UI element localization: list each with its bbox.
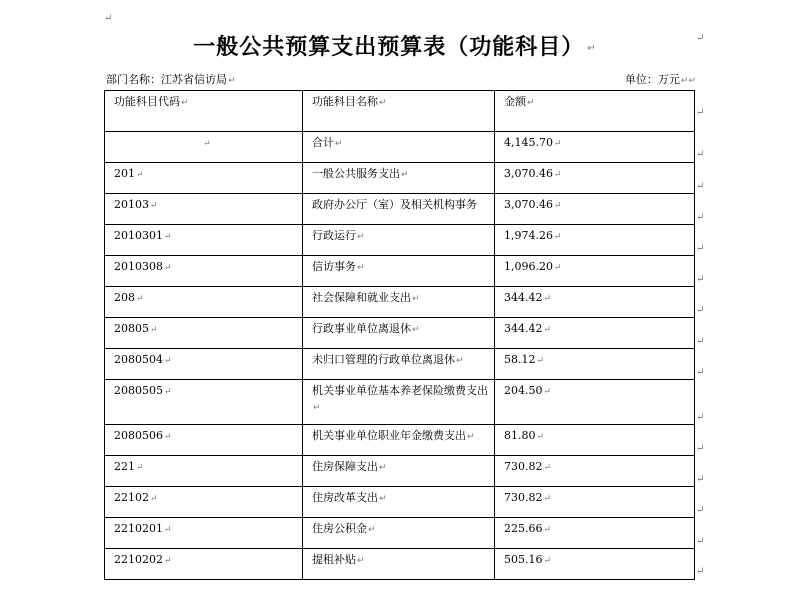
paragraph-mark-icon: ↵	[587, 42, 597, 54]
row-name: 信访事务	[312, 260, 356, 273]
table-row	[105, 225, 695, 256]
header-name: 功能科目名称	[312, 95, 378, 108]
name-cell	[303, 132, 495, 163]
paragraph-mark-icon: ↵	[696, 149, 705, 160]
row-name: 政府办公厅（室）及相关机构事务	[312, 198, 477, 211]
row-code: 20103	[114, 198, 149, 211]
amount-cell	[495, 549, 695, 580]
row-amount: 4,145.70	[504, 136, 553, 149]
paragraph-mark-icon: ↵	[696, 107, 705, 118]
paragraph-mark-icon: ↵	[228, 76, 236, 86]
paragraph-mark-icon: ↵	[543, 325, 552, 335]
paragraph-mark-icon: ↵	[313, 403, 321, 413]
paragraph-mark-icon: ↵	[696, 33, 705, 44]
paragraph-mark-icon: ↵	[553, 170, 562, 180]
paragraph-mark-icon: ↵	[696, 336, 705, 347]
row-amount: 225.66	[504, 522, 543, 535]
paragraph-mark-icon: ↵	[553, 139, 562, 149]
code-cell	[105, 456, 303, 487]
table-row	[105, 380, 695, 425]
paragraph-mark-icon: ↵	[696, 212, 705, 223]
name-cell	[303, 318, 495, 349]
paragraph-mark-icon: ↵↵	[680, 76, 696, 86]
code-cell	[105, 549, 303, 580]
table-row	[105, 163, 695, 194]
table-row	[105, 456, 695, 487]
row-amount: 730.82	[504, 460, 543, 473]
row-name: 机关事业单位基本养老保险缴费支出	[312, 384, 488, 397]
paragraph-mark-icon: ↵	[357, 556, 365, 566]
table-row	[105, 487, 695, 518]
row-name: 一般公共服务支出	[312, 167, 400, 180]
paragraph-mark-icon: ↵	[164, 263, 172, 273]
paragraph-mark-icon: ↵	[696, 305, 705, 316]
page-title	[0, 30, 790, 61]
paragraph-mark-icon: ↵	[527, 98, 535, 108]
row-name: 住房公积金	[312, 522, 367, 535]
paragraph-mark-icon: ↵	[379, 98, 387, 108]
name-cell	[303, 518, 495, 549]
code-cell	[105, 194, 303, 225]
table-row	[105, 256, 695, 287]
row-name: 住房保障支出	[312, 460, 378, 473]
code-cell	[105, 425, 303, 456]
amount-cell	[495, 380, 695, 425]
row-name: 提租补贴	[312, 553, 356, 566]
paragraph-mark-icon: ↵	[379, 463, 387, 473]
row-name: 社会保障和就业支出	[312, 291, 411, 304]
table-row	[105, 349, 695, 380]
paragraph-mark-icon: ↵	[181, 98, 189, 108]
name-cell	[303, 194, 495, 225]
name-cell	[303, 425, 495, 456]
row-amount: 58.12	[504, 353, 536, 366]
table-row	[105, 425, 695, 456]
amount-cell	[495, 425, 695, 456]
row-name: 未归口管理的行政单位离退休	[312, 353, 455, 366]
row-code: 2210201	[114, 522, 163, 535]
amount-cell	[495, 132, 695, 163]
code-cell	[105, 318, 303, 349]
paragraph-mark-icon: ↵	[536, 356, 545, 366]
paragraph-mark-icon: ↵	[553, 201, 562, 211]
amount-cell	[495, 318, 695, 349]
amount-cell	[495, 487, 695, 518]
name-cell	[303, 380, 495, 425]
row-code: 221	[114, 460, 135, 473]
paragraph-mark-icon: ↵	[164, 232, 172, 242]
paragraph-mark-icon: ↵	[136, 294, 144, 304]
paragraph-mark-icon: ↵	[379, 494, 387, 504]
name-cell	[303, 287, 495, 318]
amount-cell	[495, 349, 695, 380]
row-code: 22102	[114, 491, 149, 504]
paragraph-mark-icon: ↵	[696, 566, 705, 577]
amount-cell	[495, 518, 695, 549]
name-cell	[303, 163, 495, 194]
code-cell	[105, 163, 303, 194]
row-amount: 1,096.20	[504, 260, 553, 273]
paragraph-mark-icon: ↵	[543, 387, 552, 397]
paragraph-mark-icon: ↵	[412, 294, 420, 304]
paragraph-mark-icon: ↵	[136, 170, 144, 180]
paragraph-mark-icon: ↵	[164, 356, 172, 366]
paragraph-mark-icon: ↵	[104, 13, 113, 24]
row-amount: 81.80	[504, 429, 536, 442]
header-amount-cell	[495, 91, 695, 132]
name-cell	[303, 256, 495, 287]
paragraph-mark-icon: ↵	[335, 139, 343, 149]
code-cell	[105, 380, 303, 425]
paragraph-mark-icon: ↵	[536, 432, 545, 442]
row-code: 2080505	[114, 384, 163, 397]
row-amount: 1,974.26	[504, 229, 553, 242]
paragraph-mark-icon: ↵	[164, 525, 172, 535]
code-cell	[105, 518, 303, 549]
row-amount: 204.50	[504, 384, 543, 397]
paragraph-mark-icon: ↵	[467, 432, 475, 442]
row-code: 2010301	[114, 229, 163, 242]
row-code: 201	[114, 167, 135, 180]
amount-cell	[495, 287, 695, 318]
table-row	[105, 132, 695, 163]
table-row	[105, 318, 695, 349]
paragraph-mark-icon: ↵	[696, 536, 705, 547]
paragraph-mark-icon: ↵	[164, 387, 172, 397]
name-cell	[303, 549, 495, 580]
table-row	[105, 549, 695, 580]
row-amount: 505.16	[504, 553, 543, 566]
amount-cell	[495, 194, 695, 225]
paragraph-mark-icon: ↵	[164, 556, 172, 566]
header-code-cell	[105, 91, 303, 132]
paragraph-mark-icon: ↵	[553, 232, 562, 242]
paragraph-mark-icon: ↵	[357, 232, 365, 242]
paragraph-mark-icon: ↵	[696, 443, 705, 454]
paragraph-mark-icon: ↵	[543, 556, 552, 566]
paragraph-mark-icon: ↵	[543, 463, 552, 473]
amount-cell	[495, 456, 695, 487]
paragraph-mark-icon: ↵	[150, 494, 158, 504]
row-name: 住房改革支出	[312, 491, 378, 504]
row-name: 机关事业单位职业年金缴费支出	[312, 429, 466, 442]
row-name: 行政事业单位离退休	[312, 322, 411, 335]
paragraph-mark-icon: ↵	[553, 263, 562, 273]
table-row	[105, 287, 695, 318]
paragraph-mark-icon: ↵	[696, 367, 705, 378]
header-code: 功能科目代码	[114, 95, 180, 108]
row-code: 208	[114, 291, 135, 304]
row-amount: 3,070.46	[504, 198, 553, 211]
row-amount: 344.42	[504, 291, 543, 304]
row-amount: 3,070.46	[504, 167, 553, 180]
name-cell	[303, 225, 495, 256]
paragraph-mark-icon: ↵	[203, 139, 211, 149]
row-code: 2080506	[114, 429, 163, 442]
row-name: 行政运行	[312, 229, 356, 242]
row-amount: 730.82	[504, 491, 543, 504]
paragraph-mark-icon: ↵	[456, 356, 464, 366]
amount-cell	[495, 256, 695, 287]
paragraph-mark-icon: ↵	[543, 294, 552, 304]
paragraph-mark-icon: ↵	[696, 243, 705, 254]
paragraph-mark-icon: ↵	[357, 263, 365, 273]
paragraph-mark-icon: ↵	[412, 325, 420, 335]
paragraph-mark-icon: ↵	[543, 494, 552, 504]
row-amount: 344.42	[504, 322, 543, 335]
name-cell	[303, 349, 495, 380]
amount-cell	[495, 163, 695, 194]
department-name: 部门名称：江苏省信访局	[106, 73, 227, 86]
name-cell	[303, 456, 495, 487]
paragraph-mark-icon: ↵	[543, 525, 552, 535]
code-cell	[105, 349, 303, 380]
table-row	[105, 518, 695, 549]
row-name: 合计	[312, 136, 334, 149]
title-text: 一般公共预算支出预算表（功能科目）	[193, 35, 585, 60]
row-code: 2210202	[114, 553, 163, 566]
amount-cell	[495, 225, 695, 256]
code-cell	[105, 132, 303, 163]
paragraph-mark-icon: ↵	[696, 505, 705, 516]
row-code: 2010308	[114, 260, 163, 273]
unit-label: 单位：万元	[624, 73, 680, 86]
paragraph-mark-icon: ↵	[696, 412, 705, 423]
paragraph-mark-icon: ↵	[696, 181, 705, 192]
paragraph-mark-icon: ↵	[696, 274, 705, 285]
paragraph-mark-icon: ↵	[150, 201, 158, 211]
header-amount: 金额	[504, 95, 526, 108]
table-header-row	[105, 91, 695, 132]
paragraph-mark-icon: ↵	[368, 525, 376, 535]
name-cell	[303, 487, 495, 518]
header-name-cell	[303, 91, 495, 132]
row-code: 2080504	[114, 353, 163, 366]
paragraph-mark-icon: ↵	[401, 170, 409, 180]
code-cell	[105, 487, 303, 518]
code-cell	[105, 256, 303, 287]
row-code: 20805	[114, 322, 149, 335]
table-row	[105, 194, 695, 225]
header-info-row	[106, 72, 696, 88]
budget-table	[104, 90, 695, 580]
paragraph-mark-icon: ↵	[150, 325, 158, 335]
paragraph-mark-icon: ↵	[164, 432, 172, 442]
code-cell	[105, 225, 303, 256]
paragraph-mark-icon: ↵	[696, 474, 705, 485]
paragraph-mark-icon: ↵	[136, 463, 144, 473]
code-cell	[105, 287, 303, 318]
unit-label-wrap	[625, 72, 696, 89]
